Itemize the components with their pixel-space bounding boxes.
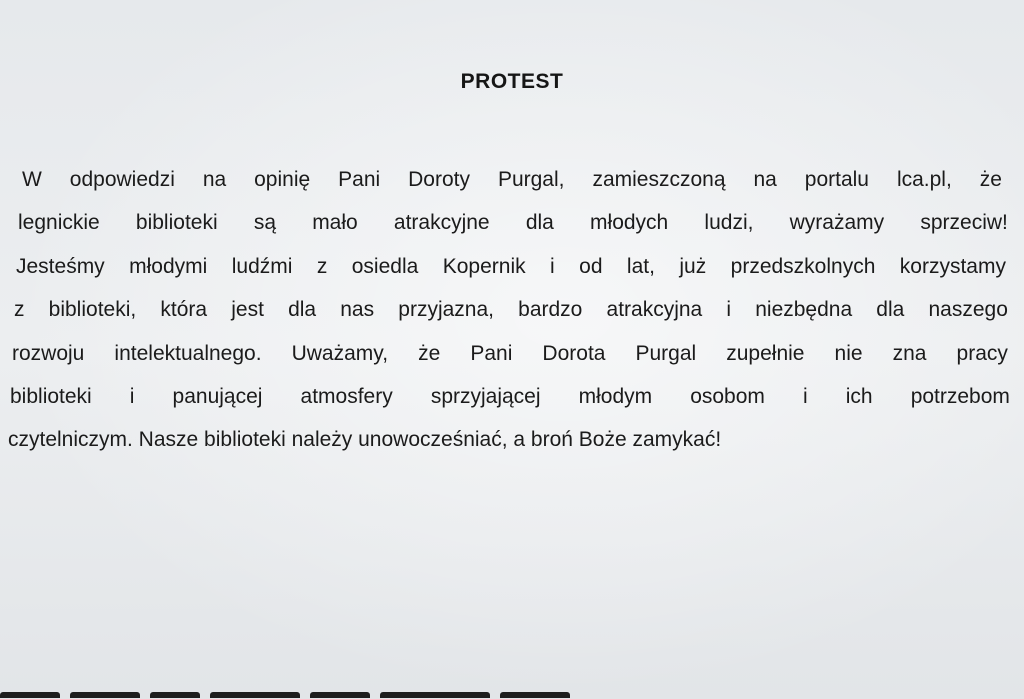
paragraph-line-7: czytelniczym. Nasze biblioteki należy unowocześniać, a broń Boże zamykać! [8,428,722,451]
word: że [418,342,441,365]
word: już [679,255,707,278]
word: Purgal [635,342,697,365]
word: młodym [578,385,653,408]
word: Dorota [542,342,606,365]
word: dla [876,298,905,321]
word: młodych [590,211,669,234]
word: Purgal, [497,168,565,191]
word: młodymi [129,255,208,278]
word: naszego [928,298,1008,321]
document-body [0,160,1024,480]
word: atrakcyjne [393,211,490,234]
word: W [22,168,42,191]
word: odpowiedzi [69,168,175,191]
word: są [253,211,276,234]
word: z [316,255,328,278]
word: i [550,255,555,278]
word: atrakcyjna [606,298,703,321]
paragraph-line-1 [22,168,1002,192]
word: Pani [338,168,381,191]
word: osiedla [351,255,419,278]
word: i [726,298,732,321]
word: na [753,168,777,191]
word: zna [892,342,927,365]
word: legnickie [18,211,100,234]
word: z [14,298,25,321]
paragraph-line-6 [10,385,1010,409]
word: portalu [804,168,869,191]
word: na [202,168,227,191]
word: wyrażamy [789,211,885,234]
word: i [803,385,808,408]
word: sprzeciw! [920,211,1008,234]
word: ludzi, [704,211,754,234]
word: rozwoju [12,342,85,365]
word: zupełnie [726,342,805,365]
word: ludźmi [231,255,293,278]
word: lat, [626,255,655,278]
paragraph-line-4 [14,298,1008,322]
word: opinię [254,168,311,191]
word: ich [845,385,873,408]
word: osobom [690,385,765,408]
word: panującej [172,385,263,408]
word: Doroty [408,168,470,191]
word: Pani [470,342,513,365]
word: niezbędna [755,298,853,321]
word: mało [312,211,358,234]
word: lca.pl, [896,168,952,191]
word: korzystamy [899,255,1006,278]
word: dla [525,211,554,234]
word: dla [288,298,317,321]
word: i [129,385,135,408]
word: przedszkolnych [730,255,876,278]
word: zamieszczoną [592,168,726,191]
word: Kopernik [442,255,526,278]
document-title: PROTEST [460,70,564,93]
word: nas [340,298,375,321]
cut-off-text-line [0,684,620,698]
word: biblioteki, [48,298,137,321]
word: atmosfery [300,385,393,408]
word: biblioteki [135,211,218,234]
word: biblioteki [10,385,92,408]
paragraph-line-5 [12,342,1008,366]
word: sprzyjającej [430,385,541,408]
word: Uważamy, [291,342,389,365]
word: jest [231,298,264,321]
word: nie [834,342,863,365]
paragraph-line-3 [16,255,1006,279]
word: od [579,255,603,278]
word: pracy [956,342,1008,365]
word: potrzebom [910,385,1010,408]
word: przyjazna, [398,298,494,321]
word: bardzo [518,298,583,321]
word: która [160,298,208,321]
word: że [979,168,1002,191]
word: intelektualnego. [114,342,262,365]
paragraph-line-2 [18,211,1008,235]
word: Jesteśmy [16,255,105,278]
